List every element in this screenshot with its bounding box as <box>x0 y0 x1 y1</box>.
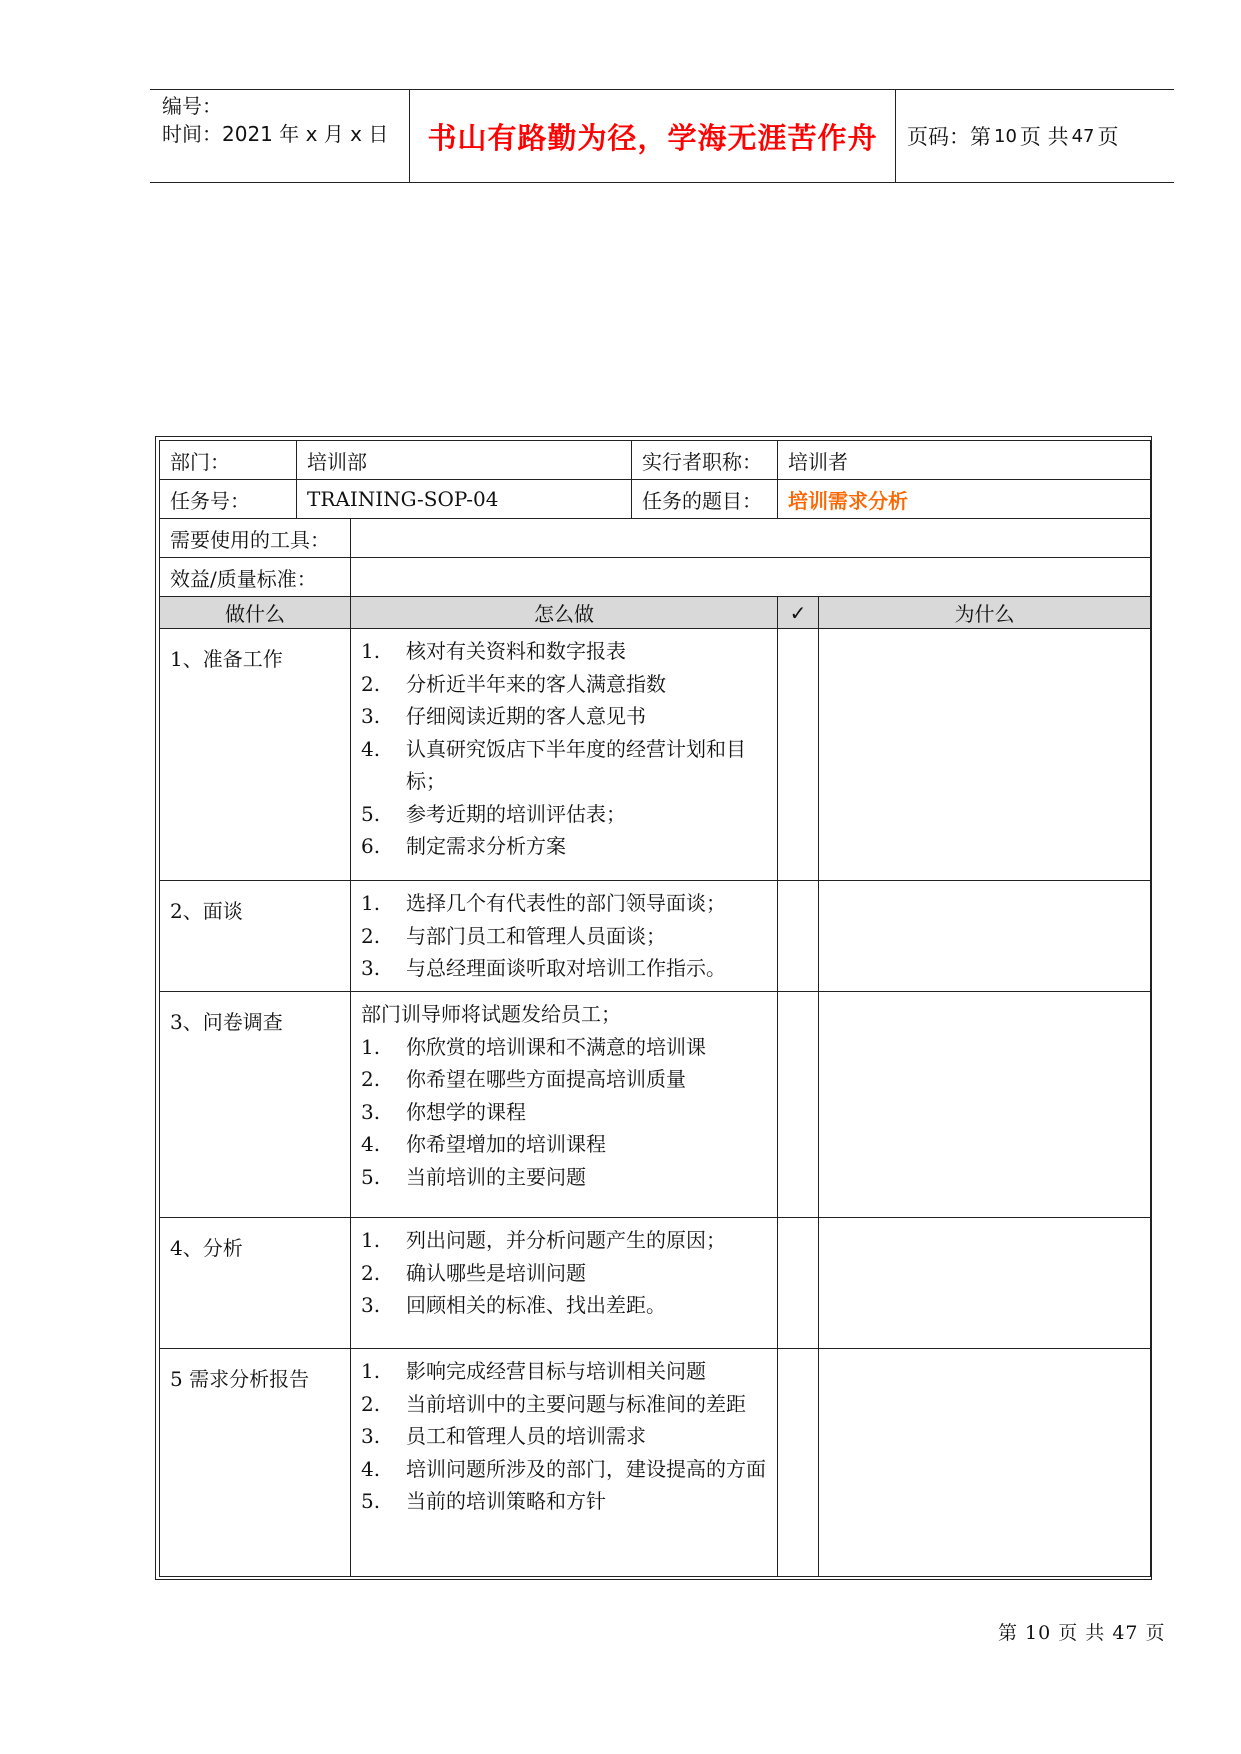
action-text: 选择几个有代表性的部门领导面谈； <box>406 891 726 915</box>
step-why <box>819 992 1151 1218</box>
step-how <box>351 992 778 1218</box>
action-text: 参考近期的培训评估表； <box>406 801 626 826</box>
document-header <box>150 89 1174 183</box>
tools-label: 需要使用的工具： <box>160 519 351 558</box>
action-item <box>361 1289 769 1322</box>
step-check-cell <box>778 992 819 1218</box>
action-number: 2. <box>361 1067 381 1091</box>
dept-row <box>160 441 1151 480</box>
step-what: 5 需求分析报告 <box>160 1349 351 1577</box>
step-what: 4、分析 <box>160 1218 351 1349</box>
step-how <box>351 881 778 992</box>
page-footer: 第 10 页 共 47 页 <box>998 1622 1166 1644</box>
step-how <box>351 1349 778 1577</box>
action-number: 4. <box>361 1456 381 1481</box>
action-text: 确认哪些是培训问题 <box>406 1260 586 1285</box>
step-intro: 部门训导师将试题发给员工； <box>361 1002 621 1026</box>
action-number: 3. <box>361 704 381 728</box>
step-row <box>160 881 1151 992</box>
action-text: 与总经理面谈听取对培训工作指示。 <box>406 956 726 980</box>
sop-table <box>159 440 1151 1577</box>
tools-value <box>351 519 1151 558</box>
step-row <box>160 629 1151 881</box>
action-text: 制定需求分析方案 <box>406 834 566 858</box>
action-item <box>361 1485 769 1518</box>
action-text: 核对有关资料和数字报表 <box>406 639 626 663</box>
action-item <box>361 1355 769 1388</box>
step-what: 1、准备工作 <box>160 629 351 881</box>
action-item <box>361 668 769 701</box>
action-number: 2. <box>361 1391 381 1416</box>
action-item <box>361 952 769 985</box>
action-text: 员工和管理人员的培训需求 <box>406 1424 646 1448</box>
action-item <box>361 1128 769 1161</box>
role-label: 实行者职称： <box>632 441 778 480</box>
action-number: 2. <box>361 1260 381 1285</box>
action-text: 培训问题所涉及的部门，建设提高的方面 <box>406 1456 766 1481</box>
action-number: 5. <box>361 801 381 826</box>
action-text: 你想学的课程 <box>406 1099 526 1124</box>
task-row <box>160 480 1151 519</box>
number-label: 编号： <box>162 94 222 118</box>
time-label: 时间：2021 年 x 月 x 日 <box>162 122 389 146</box>
step-check-cell <box>778 1349 819 1577</box>
standard-label: 效益/质量标准： <box>160 558 351 597</box>
col-what-header: 做什么 <box>160 597 351 629</box>
action-item <box>361 700 769 733</box>
action-text: 认真研究饭店下半年度的经营计划和目标； <box>406 736 746 793</box>
step-row <box>160 1218 1151 1349</box>
step-check-cell <box>778 629 819 881</box>
action-item <box>361 1257 769 1290</box>
action-item <box>361 635 769 668</box>
step-action-list <box>361 1224 769 1322</box>
action-text: 当前培训中的主要问题与标准间的差距 <box>406 1391 746 1416</box>
tools-row <box>160 519 1151 558</box>
action-item <box>361 1031 769 1064</box>
action-item <box>361 1096 769 1129</box>
action-text: 你欣赏的培训课和不满意的培训课 <box>406 1034 706 1059</box>
step-action-list <box>361 635 769 863</box>
role-value: 培训者 <box>778 441 1151 480</box>
action-number: 1. <box>361 1359 381 1383</box>
action-text: 你希望增加的培训课程 <box>406 1132 606 1156</box>
action-item <box>361 1453 769 1486</box>
action-number: 3. <box>361 1099 381 1124</box>
action-number: 1. <box>361 1034 381 1059</box>
task-title-value: 培训需求分析 <box>778 480 1151 519</box>
action-number: 3. <box>361 1293 381 1317</box>
step-check-cell <box>778 881 819 992</box>
dept-label: 部门： <box>160 441 297 480</box>
page-current: 10 <box>994 125 1017 147</box>
step-action-list <box>361 1355 769 1518</box>
action-item <box>361 830 769 863</box>
action-number: 1. <box>361 891 381 915</box>
step-how <box>351 629 778 881</box>
action-number: 6. <box>361 834 381 858</box>
task-no-value: TRAINING-SOP-04 <box>297 480 632 519</box>
header-motto: 书山有路勤为径，学海无涯苦作舟 <box>409 90 896 182</box>
action-text: 分析近半年来的客人满意指数 <box>406 671 666 696</box>
action-number: 4. <box>361 736 381 761</box>
action-item <box>361 1224 769 1257</box>
action-text: 当前培训的主要问题 <box>406 1164 586 1189</box>
step-row <box>160 992 1151 1218</box>
action-number: 3. <box>361 1424 381 1448</box>
step-check-cell <box>778 1218 819 1349</box>
step-action-list <box>361 1031 769 1194</box>
step-why <box>819 1218 1151 1349</box>
action-number: 2. <box>361 671 381 696</box>
task-title-label: 任务的题目： <box>632 480 778 519</box>
action-number: 5. <box>361 1489 381 1513</box>
action-item <box>361 887 769 920</box>
action-text: 与部门员工和管理人员面谈； <box>406 923 666 948</box>
sop-table-frame <box>155 436 1152 1580</box>
action-number: 1. <box>361 1228 381 1252</box>
page-total: 47 <box>1071 125 1095 147</box>
col-why-header: 为什么 <box>819 597 1151 629</box>
header-meta <box>162 92 412 148</box>
action-item <box>361 798 769 831</box>
action-text: 仔细阅读近期的客人意见书 <box>406 704 646 728</box>
step-what: 2、面谈 <box>160 881 351 992</box>
action-text: 列出问题，并分析问题产生的原因； <box>406 1228 726 1252</box>
action-item <box>361 1161 769 1194</box>
standard-value <box>351 558 1151 597</box>
col-check-header: ✓ <box>778 597 819 629</box>
step-why <box>819 629 1151 881</box>
action-text: 影响完成经营目标与培训相关问题 <box>406 1359 706 1383</box>
standard-row <box>160 558 1151 597</box>
column-header-row <box>160 597 1151 629</box>
action-item <box>361 920 769 953</box>
action-item <box>361 1388 769 1421</box>
page-suffix: 页 <box>1097 125 1119 149</box>
action-item <box>361 1063 769 1096</box>
action-text: 当前的培训策略和方针 <box>406 1489 606 1513</box>
page-mid: 页 共 <box>1019 125 1069 149</box>
page-prefix: 页码：第 <box>907 125 991 149</box>
header-page-number <box>907 90 1119 182</box>
step-what: 3、问卷调查 <box>160 992 351 1218</box>
steps-body <box>160 629 1151 1577</box>
action-number: 3. <box>361 956 381 980</box>
action-number: 2. <box>361 923 381 948</box>
action-item <box>361 1420 769 1453</box>
action-number: 4. <box>361 1132 381 1156</box>
step-action-list <box>361 887 769 985</box>
step-why <box>819 1349 1151 1577</box>
action-text: 回顾相关的标准、找出差距。 <box>406 1293 666 1317</box>
task-no-label: 任务号： <box>160 480 297 519</box>
col-how-header: 怎么做 <box>351 597 778 629</box>
action-number: 1. <box>361 639 381 663</box>
step-why <box>819 881 1151 992</box>
step-how <box>351 1218 778 1349</box>
action-item <box>361 733 769 798</box>
action-text: 你希望在哪些方面提高培训质量 <box>406 1067 686 1091</box>
dept-value: 培训部 <box>297 441 632 480</box>
action-number: 5. <box>361 1164 381 1189</box>
step-row <box>160 1349 1151 1577</box>
